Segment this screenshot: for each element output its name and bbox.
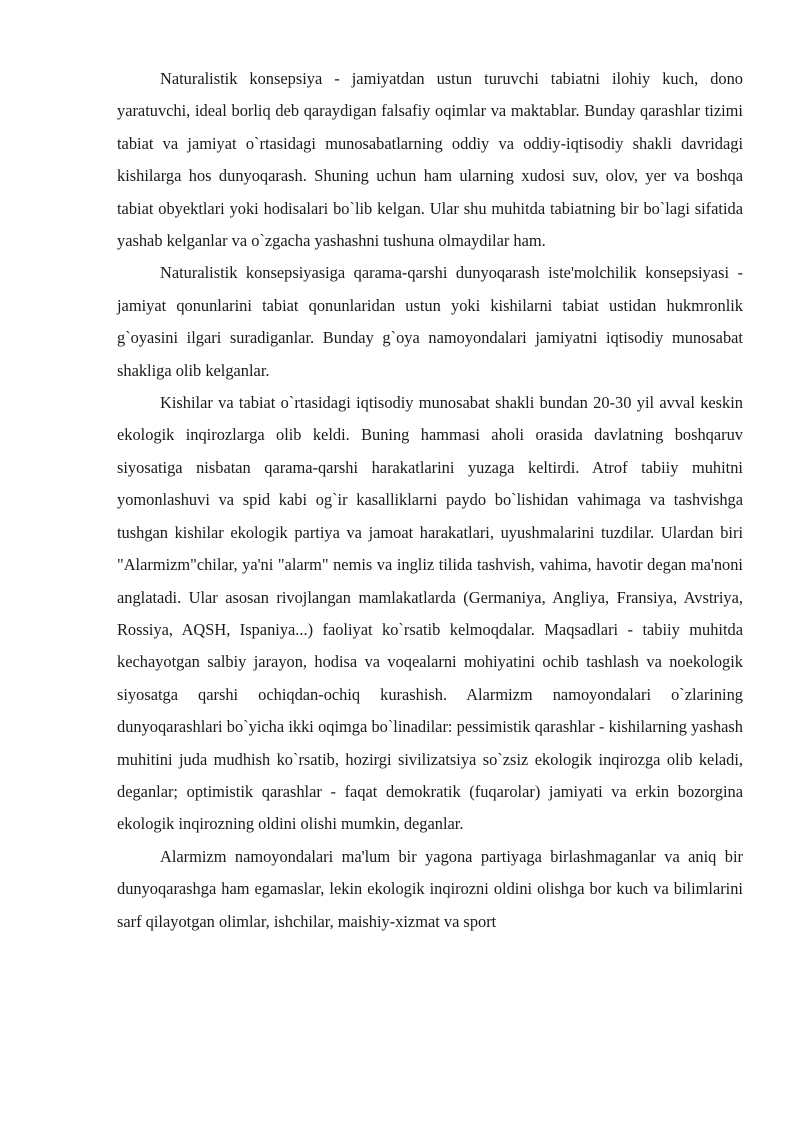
document-page [117, 63, 743, 938]
paragraph-alarmizm-namoyondalari: Alarmizm namoyondalari ma'lum bir yagona partiyaga birlashmaganlar va aniq bir dunyoqarashga ham egamaslar, lekin ekologik inqirozni oldini olishga bor kuch va bilimlarini sarf qilayotgan olimlar, ishchilar, maishiy-xizmat va sport [117, 846, 743, 931]
paragraph-alarmizm: Kishilar va tabiat o`rtasidagi iqtisodiy munosabat shakli bundan 20-30 yil avval keskin ekologik inqirozlarga olib keldi. Buning hammasi aholi orasida davlatning boshqaruv siyosatiga nisbatan qarama-qarshi harakatlarini yuzaga keltirdi. Atrof tabiiy muhitni yomonlashuvi va spid kabi og`ir kasalliklarni paydo bo`lishidan vahimaga va tashvishga tushgan kishilar ekologik partiya va jamoat harakatlari, uyushmalarini tuzdilar. Ulardan biri "Alarmizm"chilar, ya'ni "alarm" nemis va ingliz tilida tashvish, vahima, havotir degan ma'noni anglatadi. Ular asosan rivojlangan mamlakatlarda (Germaniya, Angliya, Fransiya, Avstriya, Rossiya, AQSH, Ispaniya...) faoliyat ko`rsatib kelmoqdalar. Maqsadlari - tabiiy muhitda kechayotgan salbiy jarayon, hodisa va voqealarni mohiyatini ochib tashlash va noekologik siyosatga qarshi ochiqdan-ochiq kurashish. Alarmizm namoyondalari o`zlarining dunyoqarashlari bo`yicha ikki oqimga bo`linadilar: pessimistik qarashlar - kishilarning yashash muhitini juda mudhish ko`rsatib, hozirgi sivilizatsiya so`zsiz ekologik inqirozga olib keladi, deganlar; optimistik qarashlar - faqat demokratik (fuqarolar) jamiyati va erkin bozorgina ekologik inqirozning oldini olishi mumkin, deganlar. [117, 393, 743, 834]
paragraph-istemolchilik-konsepsiyasi: Naturalistik konsepsiyasiga qarama-qarshi dunyoqarash iste'molchilik konsepsiyasi - jamiyat qonunlarini tabiat qonunlaridan ustun yoki kishilarni tabiat ustidan hukmronlik g`oyasini ilgari suradiganlar. Bunday g`oya namoyondalari jamiyatni iqtisodiy munosabat shakliga olib kelganlar. [117, 263, 743, 380]
paragraph-naturalistik-konsepsiya: Naturalistik konsepsiya - jamiyatdan ustun turuvchi tabiatni ilohiy kuch, dono yaratuvchi, ideal borliq deb qaraydigan falsafiy oqimlar va maktablar. Bunday qarashlar tizimi tabiat va jamiyat o`rtasidagi munosabatlarning oddiy va oddiy-iqtisodiy shakli davridagi kishilarga hos dunyoqarash. Shuning uchun ham ularning xudosi suv, olov, yer va boshqa tabiat obyektlari yoki hodisalari bo`lib kelgan. Ular shu muhitda tabiatning bir bo`lagi sifatida yashab kelganlar va o`zgacha yashashni tushuna olmaydilar ham. [117, 69, 743, 251]
